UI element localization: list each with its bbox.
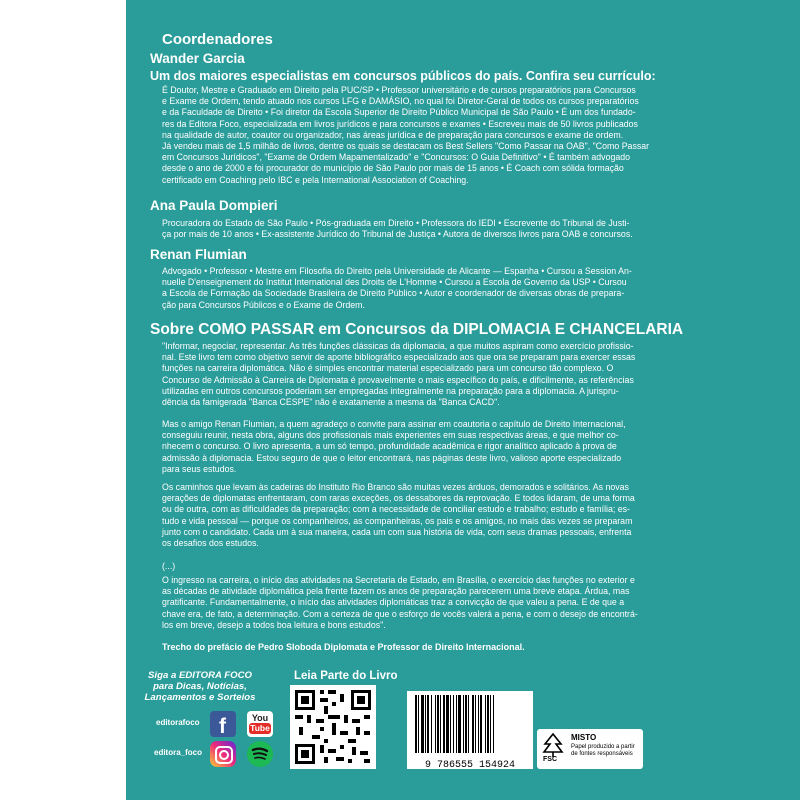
preface-line: O ingresso na carreira, o início das atividades na Secretaria de Estado, em Brasília, o exercício das funções no exterior e <box>162 575 635 585</box>
preface-line: Concurso de Admissão à Carreira de Diplomata é provavelmente o mais específico do país, e dificilmente, as referências <box>162 374 634 385</box>
isbn-barcode <box>407 691 533 769</box>
excerpt-credit: Trecho do prefácio de Pedro Sloboda Diplomata e Professor de Direito Internacional. <box>162 642 525 652</box>
youtube-icon[interactable] <box>247 711 273 737</box>
facebook-icon[interactable] <box>210 711 236 737</box>
follow-line: Siga a EDITORA FOCO <box>148 670 252 681</box>
bio-line: e Exame de Ordem, tendo atuado nos cursos LFG e DAMÁSIO, no qual foi Diretor-Geral de todos os cursos preparatórios <box>162 96 639 107</box>
facebook-handle[interactable]: editorafoco <box>156 718 200 727</box>
bio-renan <box>162 266 656 311</box>
fsc-desc-line: de fontes responsáveis <box>571 751 633 757</box>
youtube-tube: Tube <box>250 723 270 733</box>
fsc-title: MISTO <box>571 733 597 742</box>
coordinators-heading: Coordenadores <box>162 31 273 48</box>
bio-line: Já vendeu mais de 1,5 milhão de livros, dentre os quais se destacam os Best Sellers "Como Passar na OAB", "Como Passar <box>162 141 650 152</box>
ellipsis: (...) <box>162 561 176 571</box>
preface-line: conseguiu reunir, nesta obra, alguns dos profissionais mais experientes em suas respectivas áreas, e que melhor co- <box>162 430 619 441</box>
bio-line: ção para Concursos Públicos e o Exame de Ordem. <box>162 299 365 310</box>
instagram-icon[interactable] <box>210 741 236 767</box>
preface-line: nhecem o concurso. O livro apresenta, a um só tempo, profundidade acadêmica e rigor analítico aplicado à prova de <box>162 441 617 452</box>
preface-line: utilizadas em outros concursos poderiam ser empregadas integralmente na preparação para a diplomacia. A jurispru- <box>162 385 619 396</box>
coordinator-name-3: Renan Flumian <box>150 247 247 262</box>
preface-line: para seus estudos. <box>162 463 237 474</box>
preface-line: Mas o amigo Renan Flumian, a quem agradeço o convite para assinar em coautoria o capítulo de Direito Internacional, <box>162 419 626 429</box>
fsc-desc <box>571 744 635 758</box>
bio-line: em Concursos Jurídicos", "Exame de Ordem Mapamentalizado" e "Concursos: O Guia Definitivo" • É também advogado <box>162 152 631 163</box>
bio-line: res da Editora Foco, especializada em livros jurídicos e para concursos e exames • Escreveu mais de 50 livros publicados <box>162 118 638 129</box>
barcode-bars <box>407 691 533 755</box>
fsc-tree-icon <box>541 732 565 766</box>
preface-paragraph-3 <box>162 482 652 549</box>
follow-line: Lançamentos e Sorteios <box>144 692 256 703</box>
preface-line: ou de outra, com as dificuldades da preparação; com a necessidade de conciliar estudo e trabalho; estudo e família; es- <box>162 504 630 515</box>
back-cover <box>126 0 800 800</box>
bio-line: certificado em Coaching pelo IBC e pela International Association of Coaching. <box>162 174 469 185</box>
bio-line: ça por mais de 10 anos • Ex-assistente Jurídico do Tribunal de Justiça • Autora de diversos livros para OAB e concursos. <box>162 229 633 240</box>
preface-line: Os caminhos que levam às cadeiras do Instituto Rio Branco são muitas vezes árduos, demorados e solitários. As novas <box>162 482 629 492</box>
bio-line: Procuradora do Estado de São Paulo • Pós-graduada em Direito • Professora do IEDI • Escrevente do Tribunal de Justi- <box>162 218 630 228</box>
preface-line: admissão à diplomacia. Estou seguro de que o leitor encontrará, nas páginas deste livro, valioso aporte especializado <box>162 452 622 463</box>
youtube-you: You <box>251 713 269 723</box>
read-part-label: Leia Parte do Livro <box>294 670 398 682</box>
preface-line: gratificante. Fundamentalmente, o início das atividades diplomáticas traz a convicção de que valeu a pena. E de que a <box>162 597 625 608</box>
preface-line: "Informar, negociar, representar. As três funções clássicas da diplomacia, a que muitos aspiram como exercício profissio- <box>162 341 634 351</box>
bio-ana <box>162 218 656 240</box>
preface-line: tudo e vida pessoal — porque os companheiros, as companheiras, os pais e os amigos, no mais das vezes se preparam <box>162 515 633 526</box>
preface-line: gerações de diplomatas enfrentaram, com raras exceções, os dessabores da reprovação. E todos lidaram, de uma forma <box>162 493 635 504</box>
coordinator-name-2: Ana Paula Dompieri <box>150 198 278 213</box>
preface-line: los em breve, desejo a todos boa leitura e bons estudos". <box>162 619 386 630</box>
preface-paragraph-1 <box>162 341 652 408</box>
svg-text:f: f <box>219 715 226 737</box>
preface-line: dência da famigerada "Banca CESPE" não é exatamente a mesma da "Banca CACD". <box>162 397 500 408</box>
instagram-handle[interactable]: editora_foco <box>154 748 203 757</box>
preface-line: junto com o candidato. Cada um à sua maneira, cada um com sua história de vida, com seus dramas pessoais, enfrenta <box>162 526 632 537</box>
follow-text <box>140 670 260 703</box>
qr-code[interactable] <box>290 685 376 769</box>
bio-line: a Escola de Formação da Sociedade Brasileira de Direito Público • Autor e coordenador de diversas obras de prepara- <box>162 288 625 299</box>
fsc-text-label: FSC <box>543 756 557 763</box>
bio-line: e da Faculdade de Direito • Foi diretor da Escola Superior de Direito Público Municipal de São Paulo • É um dos fundado- <box>162 107 636 118</box>
fsc-mix-label <box>537 729 643 769</box>
preface-line: os desafios dos estudos. <box>162 538 259 549</box>
bio-line: desde o ano de 2000 e foi procurador do município de São Paulo por mais de 15 anos • É Coach com sólida formação <box>162 163 624 174</box>
preface-line: chave era, de fato, a determinação. Com a certeza de que o esforço de vocês valerá a pena, e com o desejo de encontrá- <box>162 608 638 619</box>
preface-line: funções na carreira diplomática. Não é simples encontrar material especializado para um concurso tão complexo. O <box>162 363 614 374</box>
spotify-icon[interactable] <box>247 741 273 767</box>
follow-line: para Dicas, Notícias, <box>153 681 247 692</box>
fsc-desc-line: Papel produzido a partir <box>571 744 635 750</box>
preface-line: nal. Este livro tem como objetivo servir de aporte bibliográfico especializado aos que ora se preparam para exercer essas <box>162 352 636 363</box>
bio-line: na qualidade de autor, coautor ou organizador, nas áreas jurídica e de preparação para concursos e exame de ordem. <box>162 129 624 140</box>
lead-line: Um dos maiores especialistas em concursos públicos do país. Confira seu currículo: <box>150 69 656 83</box>
bio-wander <box>162 85 656 186</box>
about-book-heading: Sobre COMO PASSAR em Concursos da DIPLOMACIA E CHANCELARIA <box>150 321 684 338</box>
bio-line: nuelle D'enseignement do Institut International des Droits de L'Homme • Cursou a Escola de Governo da USP • Cursou <box>162 277 627 288</box>
preface-line: as décadas de atividade diplomática pela frente fazem os anos de preparação parecerem uma breve etapa. Árdua, mas <box>162 586 630 597</box>
preface-paragraph-2 <box>162 419 652 475</box>
bio-line: Advogado • Professor • Mestre em Filosofia do Direito pela Universidade de Alicante — Espanha • Cursou a Session An- <box>162 266 632 276</box>
preface-paragraph-4 <box>162 575 652 631</box>
bio-line: É Doutor, Mestre e Graduado em Direito pela PUC/SP • Professor universitário e de cursos preparatórios para Concursos <box>162 85 636 95</box>
isbn-number: 9 786555 154924 <box>424 760 515 771</box>
coordinator-name-1: Wander Garcia <box>150 51 245 66</box>
